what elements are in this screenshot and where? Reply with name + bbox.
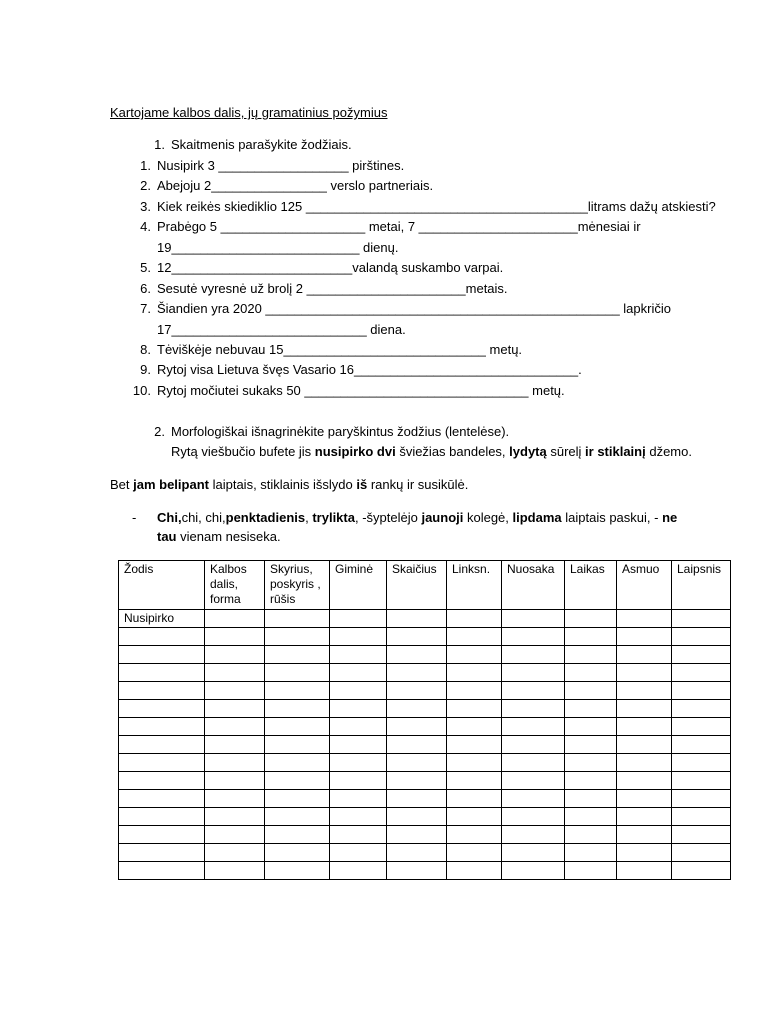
table-cell[interactable] — [387, 664, 447, 682]
table-cell[interactable] — [387, 682, 447, 700]
table-cell[interactable] — [672, 700, 731, 718]
item-text: Kiek reikės skiediklio 125 _______________________________________litrams dažų atskiesti? — [157, 199, 716, 214]
task1-item — [131, 219, 641, 235]
table-cell[interactable] — [617, 844, 672, 862]
table-cell[interactable] — [672, 808, 731, 826]
table-cell[interactable] — [119, 664, 205, 682]
table-cell[interactable] — [387, 844, 447, 862]
item-number: 10. — [132, 383, 151, 398]
table-cell[interactable] — [672, 628, 731, 646]
table-cell[interactable] — [565, 790, 617, 808]
table-row — [119, 826, 731, 844]
item-number: 1. — [140, 158, 151, 173]
table-cell[interactable] — [265, 664, 330, 682]
table-cell[interactable] — [330, 808, 387, 826]
table-cell[interactable] — [447, 646, 502, 664]
item-number: 5. — [140, 260, 151, 275]
table-cell[interactable] — [330, 664, 387, 682]
table-cell[interactable] — [265, 772, 330, 790]
table-cell[interactable] — [502, 790, 565, 808]
table-cell[interactable] — [447, 862, 502, 880]
table-cell[interactable] — [672, 718, 731, 736]
task2-heading: 2. Morfologiškai išnagrinėkite paryškintus žodžius (lentelėse). — [145, 424, 509, 440]
item-text: 12_________________________valandą suskambo varpai. — [157, 260, 504, 275]
table-cell[interactable] — [119, 862, 205, 880]
table-cell[interactable] — [617, 772, 672, 790]
table-row — [119, 790, 731, 808]
table-cell[interactable] — [502, 628, 565, 646]
table-cell[interactable] — [672, 844, 731, 862]
table-cell[interactable] — [565, 664, 617, 682]
table-cell[interactable] — [119, 844, 205, 862]
column-header: Laikas — [565, 561, 617, 610]
table-cell[interactable] — [447, 754, 502, 772]
table-header-row — [119, 561, 731, 610]
table-cell[interactable] — [447, 610, 502, 628]
table-cell[interactable] — [205, 664, 265, 682]
table-cell[interactable] — [617, 646, 672, 664]
table-cell[interactable] — [265, 826, 330, 844]
table-row — [119, 754, 731, 772]
item-number: 3. — [140, 199, 151, 214]
table-cell[interactable] — [502, 610, 565, 628]
table-cell[interactable] — [330, 610, 387, 628]
table-cell[interactable] — [502, 844, 565, 862]
table-cell[interactable] — [387, 610, 447, 628]
table-cell[interactable] — [565, 628, 617, 646]
table-cell[interactable] — [205, 628, 265, 646]
column-header: Asmuo — [617, 561, 672, 610]
table-cell[interactable] — [387, 736, 447, 754]
table-cell[interactable] — [330, 628, 387, 646]
table-cell[interactable] — [119, 682, 205, 700]
sentence-3-dash: - — [132, 510, 137, 525]
task1-item — [157, 322, 406, 338]
table-row — [119, 628, 731, 646]
table-cell[interactable] — [387, 772, 447, 790]
item-number: 8. — [140, 342, 151, 357]
table-cell[interactable] — [387, 754, 447, 772]
table-cell[interactable] — [119, 646, 205, 664]
table-cell[interactable] — [502, 808, 565, 826]
table-cell[interactable] — [330, 862, 387, 880]
table-cell[interactable] — [502, 682, 565, 700]
table-cell[interactable] — [447, 682, 502, 700]
table-cell[interactable] — [617, 808, 672, 826]
table-cell[interactable] — [387, 808, 447, 826]
table-cell[interactable] — [447, 718, 502, 736]
task1-item — [131, 178, 433, 194]
table-cell[interactable] — [387, 718, 447, 736]
table-cell[interactable] — [387, 646, 447, 664]
column-header: Skyrius, poskyris , rūšis — [265, 561, 330, 610]
table-cell[interactable] — [617, 664, 672, 682]
table-row — [119, 646, 731, 664]
item-text: Rytoj visa Lietuva švęs Vasario 16_______________________________. — [157, 362, 582, 377]
table-cell[interactable] — [617, 628, 672, 646]
table-row — [119, 700, 731, 718]
table-cell[interactable] — [672, 754, 731, 772]
table-cell[interactable] — [502, 718, 565, 736]
column-header: Linksn. — [447, 561, 502, 610]
item-text: 19__________________________ dienų. — [157, 240, 399, 255]
task1-item — [131, 301, 671, 317]
table-cell[interactable] — [265, 736, 330, 754]
table-cell[interactable] — [502, 700, 565, 718]
table-cell[interactable] — [265, 718, 330, 736]
table-cell[interactable] — [447, 772, 502, 790]
item-text: Abejoju 2________________ verslo partneriais. — [157, 178, 434, 193]
table-cell[interactable] — [205, 790, 265, 808]
task1-item — [131, 342, 522, 358]
table-row — [119, 808, 731, 826]
table-row — [119, 844, 731, 862]
table-cell[interactable] — [265, 610, 330, 628]
sentence-3-line-1: Chi,chi, chi,penktadienis, trylikta, -šyptelėjo jaunoji kolegė, lipdama laiptais paskui, - ne — [157, 510, 678, 525]
table-cell[interactable] — [205, 826, 265, 844]
table-cell[interactable] — [119, 826, 205, 844]
task2-number: 2. — [154, 424, 165, 439]
table-cell[interactable] — [502, 772, 565, 790]
table-cell[interactable] — [617, 700, 672, 718]
table-row — [119, 736, 731, 754]
task1-item — [157, 240, 398, 256]
column-header: Skaičius — [387, 561, 447, 610]
table-row — [119, 772, 731, 790]
table-cell[interactable] — [119, 772, 205, 790]
column-header: Kalbos dalis, forma — [205, 561, 265, 610]
table-cell[interactable] — [387, 628, 447, 646]
table-cell[interactable] — [387, 700, 447, 718]
column-header: Nuosaka — [502, 561, 565, 610]
task1-item — [131, 260, 503, 276]
table-cell[interactable] — [330, 844, 387, 862]
table-cell[interactable] — [265, 628, 330, 646]
table-cell[interactable] — [672, 646, 731, 664]
table-cell[interactable] — [205, 700, 265, 718]
table-cell[interactable] — [387, 826, 447, 844]
table-cell[interactable] — [265, 808, 330, 826]
column-header: Žodis — [119, 561, 205, 610]
table-cell[interactable] — [119, 808, 205, 826]
sentence-2: Bet jam belipant laiptais, stiklainis išslydo iš rankų ir susikūlė. — [110, 477, 469, 492]
table-cell[interactable] — [565, 736, 617, 754]
item-text: Rytoj močiutei sukaks 50 _______________________________ metų. — [157, 383, 565, 398]
table-cell[interactable] — [565, 844, 617, 862]
table-cell[interactable] — [119, 718, 205, 736]
table-cell[interactable] — [447, 790, 502, 808]
table-cell[interactable] — [119, 754, 205, 772]
item-text: Nusipirk 3 __________________ pirštines. — [157, 158, 405, 173]
table-cell[interactable] — [502, 826, 565, 844]
table-cell[interactable] — [617, 718, 672, 736]
table-cell[interactable] — [672, 862, 731, 880]
item-text: Tėviškėje nebuvau 15____________________________ metų. — [157, 342, 523, 357]
table-row — [119, 664, 731, 682]
table-cell[interactable] — [330, 736, 387, 754]
table-cell[interactable] — [447, 808, 502, 826]
column-header: Laipsnis — [672, 561, 731, 610]
item-text: 17___________________________ diena. — [157, 322, 406, 337]
table-cell[interactable] — [205, 646, 265, 664]
table-cell[interactable] — [502, 754, 565, 772]
table-cell[interactable] — [205, 610, 265, 628]
table-cell[interactable] — [447, 826, 502, 844]
table-cell[interactable] — [265, 844, 330, 862]
table-cell[interactable] — [617, 754, 672, 772]
table-cell[interactable] — [672, 682, 731, 700]
task1-item — [131, 199, 716, 215]
table-cell[interactable] — [205, 844, 265, 862]
table-cell[interactable] — [672, 772, 731, 790]
table-cell[interactable] — [265, 790, 330, 808]
table-cell[interactable] — [502, 862, 565, 880]
table-cell[interactable] — [205, 808, 265, 826]
table-cell[interactable] — [330, 700, 387, 718]
table-cell[interactable] — [119, 736, 205, 754]
table-cell[interactable] — [565, 700, 617, 718]
table-cell[interactable] — [265, 754, 330, 772]
table-cell[interactable] — [330, 772, 387, 790]
table-cell[interactable] — [565, 610, 617, 628]
table-row — [119, 610, 731, 628]
item-number: 9. — [140, 362, 151, 377]
table-cell[interactable] — [565, 808, 617, 826]
task1-item — [131, 158, 404, 174]
table-cell[interactable] — [119, 628, 205, 646]
table-row — [119, 862, 731, 880]
task1-item — [131, 281, 508, 297]
table-cell[interactable] — [565, 754, 617, 772]
table-cell[interactable] — [447, 628, 502, 646]
table-cell[interactable] — [502, 736, 565, 754]
table-cell[interactable] — [330, 754, 387, 772]
table-cell[interactable] — [565, 772, 617, 790]
item-number: 6. — [140, 281, 151, 296]
task1-heading: 1. Skaitmenis parašykite žodžiais. — [145, 137, 352, 153]
table-cell[interactable] — [565, 718, 617, 736]
table-cell[interactable] — [205, 682, 265, 700]
task1-number: 1. — [154, 137, 165, 152]
table-cell[interactable] — [617, 826, 672, 844]
item-number: 7. — [140, 301, 151, 316]
task1-item — [131, 362, 582, 378]
table-cell[interactable] — [447, 664, 502, 682]
page-title: Kartojame kalbos dalis, jų gramatinius požymius — [110, 105, 388, 120]
table-cell[interactable] — [565, 862, 617, 880]
table-cell[interactable] — [205, 736, 265, 754]
table-cell[interactable] — [617, 790, 672, 808]
table-cell[interactable] — [502, 664, 565, 682]
table-cell[interactable] — [672, 736, 731, 754]
column-header: Giminė — [330, 561, 387, 610]
sentence-3-line-2: tau vienam nesiseka. — [157, 529, 281, 544]
table-cell[interactable] — [447, 736, 502, 754]
table-cell[interactable] — [387, 862, 447, 880]
table-cell[interactable] — [205, 772, 265, 790]
table-cell[interactable] — [672, 790, 731, 808]
item-text: Šiandien yra 2020 _________________________________________________ lapkričio — [157, 301, 671, 316]
item-text: Sesutė vyresnė už brolį 2 ______________________metais. — [157, 281, 508, 296]
table-cell[interactable] — [205, 862, 265, 880]
table-cell[interactable]: Nusipirko — [119, 610, 205, 628]
table-cell[interactable] — [119, 700, 205, 718]
table-cell[interactable] — [330, 682, 387, 700]
table-cell[interactable] — [119, 790, 205, 808]
table-cell[interactable] — [265, 646, 330, 664]
table-cell[interactable] — [447, 700, 502, 718]
table-cell[interactable] — [565, 826, 617, 844]
table-cell[interactable] — [565, 682, 617, 700]
sentence-1: Rytą viešbučio bufete jis nusipirko dvi šviežias bandeles, lydytą sūrelį ir stiklainį džemo. — [171, 444, 692, 459]
analysis-table — [118, 560, 731, 880]
table-cell[interactable] — [617, 862, 672, 880]
table-cell[interactable] — [672, 826, 731, 844]
table-cell[interactable] — [330, 826, 387, 844]
table-cell[interactable] — [265, 862, 330, 880]
table-cell[interactable] — [330, 646, 387, 664]
table-cell[interactable] — [617, 736, 672, 754]
table-row — [119, 718, 731, 736]
table-cell[interactable] — [330, 718, 387, 736]
table-cell[interactable] — [672, 610, 731, 628]
table-cell[interactable] — [672, 664, 731, 682]
item-text: Prabėgo 5 ____________________ metai, 7 ______________________mėnesiai ir — [157, 219, 641, 234]
table-cell[interactable] — [617, 610, 672, 628]
table-cell[interactable] — [502, 646, 565, 664]
table-cell[interactable] — [265, 700, 330, 718]
table-cell[interactable] — [265, 682, 330, 700]
table-cell[interactable] — [205, 754, 265, 772]
table-row — [119, 682, 731, 700]
table-cell[interactable] — [330, 790, 387, 808]
item-number: 4. — [140, 219, 151, 234]
task1-item — [131, 383, 565, 399]
table-cell[interactable] — [447, 844, 502, 862]
table-cell[interactable] — [617, 682, 672, 700]
table-cell[interactable] — [565, 646, 617, 664]
table-cell[interactable] — [387, 790, 447, 808]
item-number: 2. — [140, 178, 151, 193]
table-cell[interactable] — [205, 718, 265, 736]
